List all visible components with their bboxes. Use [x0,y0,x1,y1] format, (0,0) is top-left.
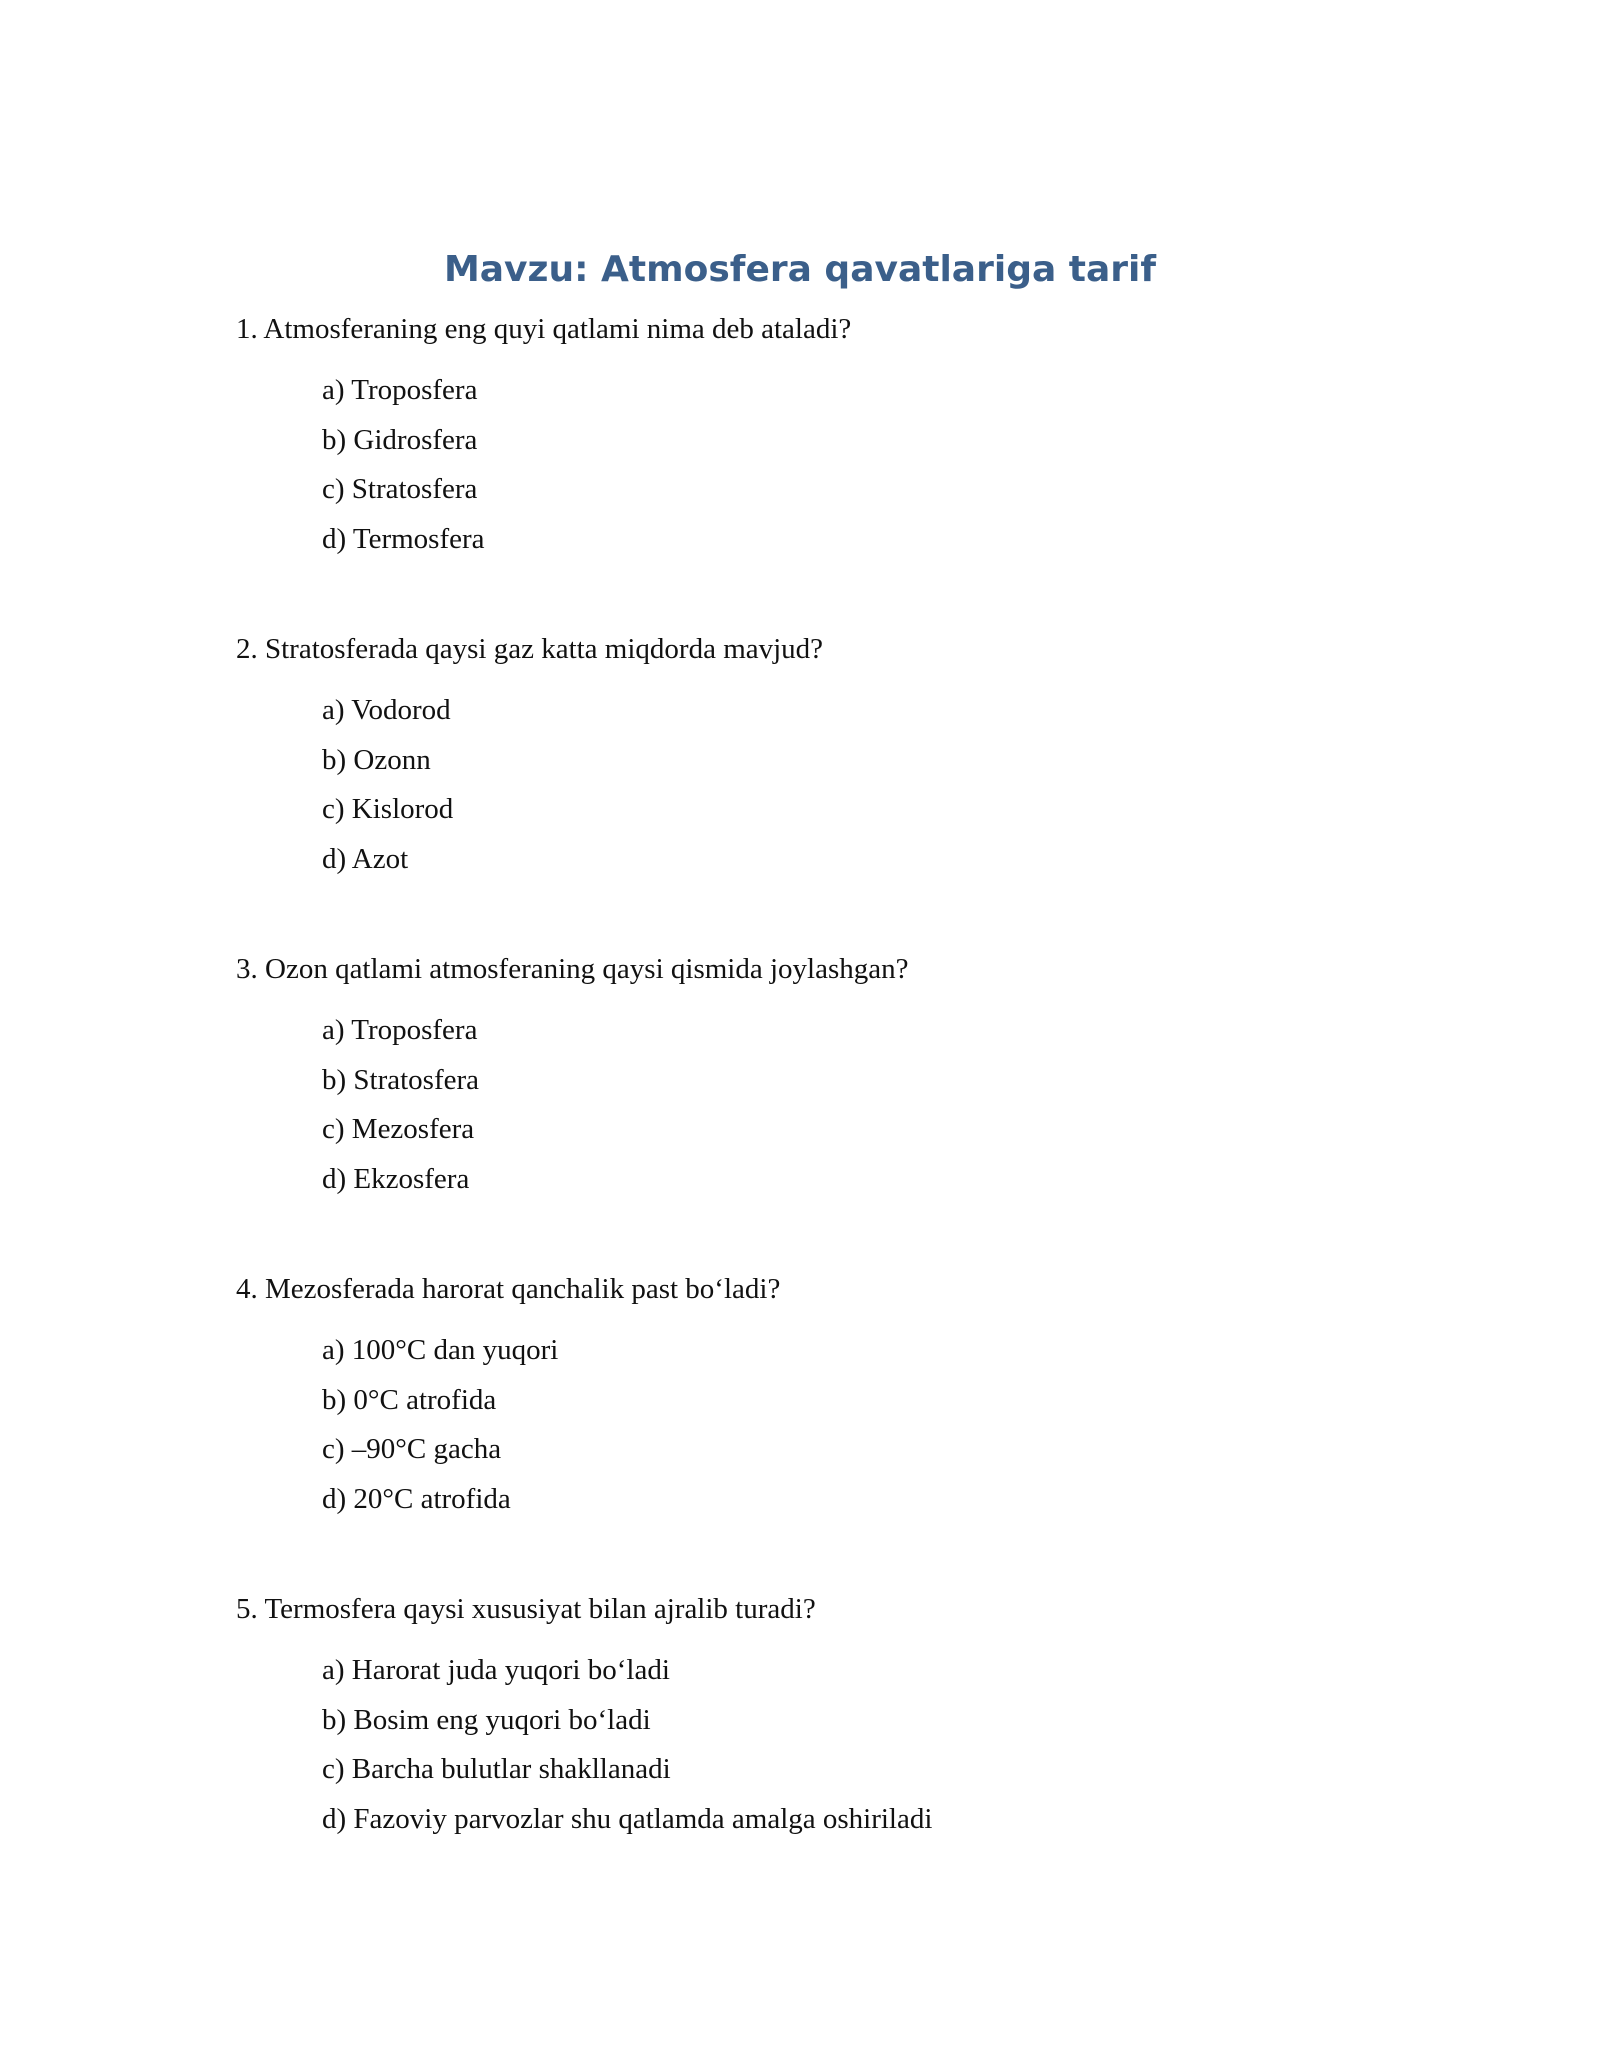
option-d: d) Fazoviy parvozlar shu qatlamda amalga oshiriladi [322,1802,933,1835]
answer-options [322,1326,1436,1524]
option-d: d) Termosfera [322,522,485,555]
option-c: c) Kislorod [322,793,454,825]
option-d: d) Ekzosfera [322,1162,470,1195]
option-b: b) Gidrosfera [322,423,478,456]
question-4 [236,1270,1436,1524]
answer-options [322,366,1436,564]
option-d: d) Azot [322,842,409,875]
option-b: b) Ozonn [322,743,431,776]
option-c: c) Mezosfera [322,1113,475,1145]
page-title: Mavzu: Atmosfera qavatlariga tarif [443,249,1157,290]
question-text: 3. Ozon qatlami atmosferaning qaysi qismida joylashgan? [236,953,909,985]
option-b: b) Stratosfera [322,1063,480,1096]
option-c: c) Stratosfera [322,473,478,505]
option-b: b) Bosim eng yuqori bo‘ladi [322,1703,651,1736]
question-text: 1. Atmosferaning eng quyi qatlami nima deb ataladi? [236,313,852,345]
question-text: 5. Termosfera qaysi xususiyat bilan ajralib turadi? [236,1593,816,1625]
question-list [236,310,1436,1910]
question-1 [236,310,1436,564]
option-c: c) –90°C gacha [322,1433,502,1465]
question-text: 2. Stratosferada qaysi gaz katta miqdorda mavjud? [236,633,824,665]
question-3 [236,950,1436,1204]
answer-options [322,1006,1436,1204]
option-a: a) Vodorod [322,694,451,726]
question-2 [236,630,1436,884]
option-a: a) Troposfera [322,374,478,406]
option-d: d) 20°C atrofida [322,1482,511,1515]
option-a: a) 100°C dan yuqori [322,1334,559,1366]
answer-options [322,686,1436,884]
option-b: b) 0°C atrofida [322,1383,497,1416]
answer-options [322,1646,1436,1844]
option-a: a) Harorat juda yuqori bo‘ladi [322,1654,670,1686]
option-c: c) Barcha bulutlar shakllanadi [322,1753,671,1785]
option-a: a) Troposfera [322,1014,478,1046]
question-text: 4. Mezosferada harorat qanchalik past bo‘ladi? [236,1273,781,1305]
question-5 [236,1590,1436,1844]
